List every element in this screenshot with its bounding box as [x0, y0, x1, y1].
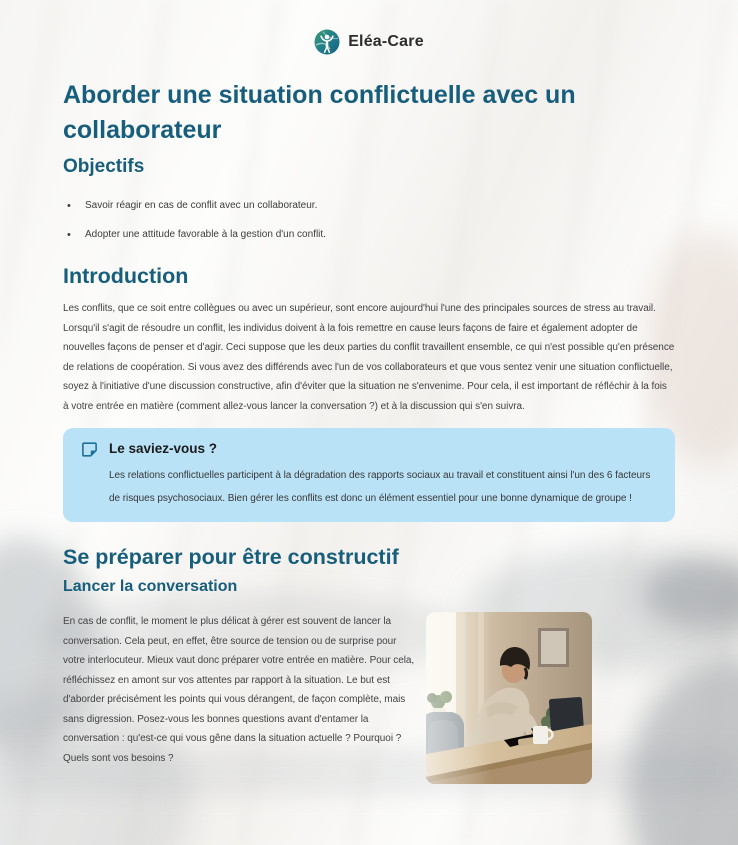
- introduction-heading: Introduction: [63, 264, 189, 288]
- callout-title: Le saviez-vous ?: [109, 441, 218, 456]
- objective-item: • Savoir réagir en cas de conflit avec un collaborateur.: [63, 198, 675, 214]
- photo-person-writing-at-desk: [426, 612, 592, 784]
- section-paragraph: En cas de conflit, le moment le plus délicat à gérer est souvent de lancer la conversation. Cela peut, en effet, être source de tension ou de surprise pour votre interlocuteur. Mieux vaut donc préparer votre entrée en matière. Pour cela, réfléchissez en amont sur vos attentes par rapport à la situation. Le but est d'aborder précisément les points qui vous dérangent, de façon complète, mais sans digression. Posez-vous les bonnes questions avant d'entamer la conversation : qu'est-ce qui vous gêne dans la situation actuelle ? Pourquoi ? Quels sont vos besoins ?: [63, 616, 415, 764]
- brand-logo-icon: [314, 29, 340, 55]
- introduction-paragraph: Les conflits, que ce soit entre collègues ou avec un supérieur, sont encore aujourd'hui l'une des principales sources de stress au travail. Lorsqu'il s'agit de résoudre un conflit, les individus doivent à la fois remettre en cause leurs façons de faire et également adopter de nouvelles façons de penser et d'agir. Ceci suppose que les deux parties du conflit travaillent ensemble, ce qui n'est possible qu'en présence de relations de coopération. Si vous avez des différends avec l'un de vos collaborateurs et que vous sentez venir une situation conflictuelle, soyez à l'initiative d'une discussion constructive, afin d'éviter que la situation ne s'envenime. Pour cela, il est important de réfléchir à la fois à votre entrée en matière (comment allez-vous lancer la conversation ?) et à la discussion qui s'en suivra.: [63, 303, 675, 412]
- objectives-list: [63, 198, 675, 243]
- brand-logo: [63, 0, 675, 56]
- note-icon: [81, 441, 98, 458]
- did-you-know-callout: [63, 428, 675, 522]
- section-subheading: Lancer la conversation: [63, 578, 238, 595]
- page-title: Aborder une situation conflictuelle avec un collaborateur: [63, 81, 576, 144]
- objectives-heading: Objectifs: [63, 156, 145, 177]
- brand-name: Eléa-Care: [348, 33, 424, 50]
- callout-body: Les relations conflictuelles participent à la dégradation des rapports sociaux au travail et constituent ainsi l'un des 6 facteurs de risques psychosociaux. Bien gérer les conflits est donc un élément essentiel pour une bonne dynamique de groupe !: [109, 470, 651, 504]
- objective-item: • Adopter une attitude favorable à la gestion d'un conflit.: [63, 227, 675, 243]
- section-body: [63, 612, 675, 784]
- section-heading: Se préparer pour être constructif: [63, 545, 399, 569]
- callout-content: [109, 440, 653, 510]
